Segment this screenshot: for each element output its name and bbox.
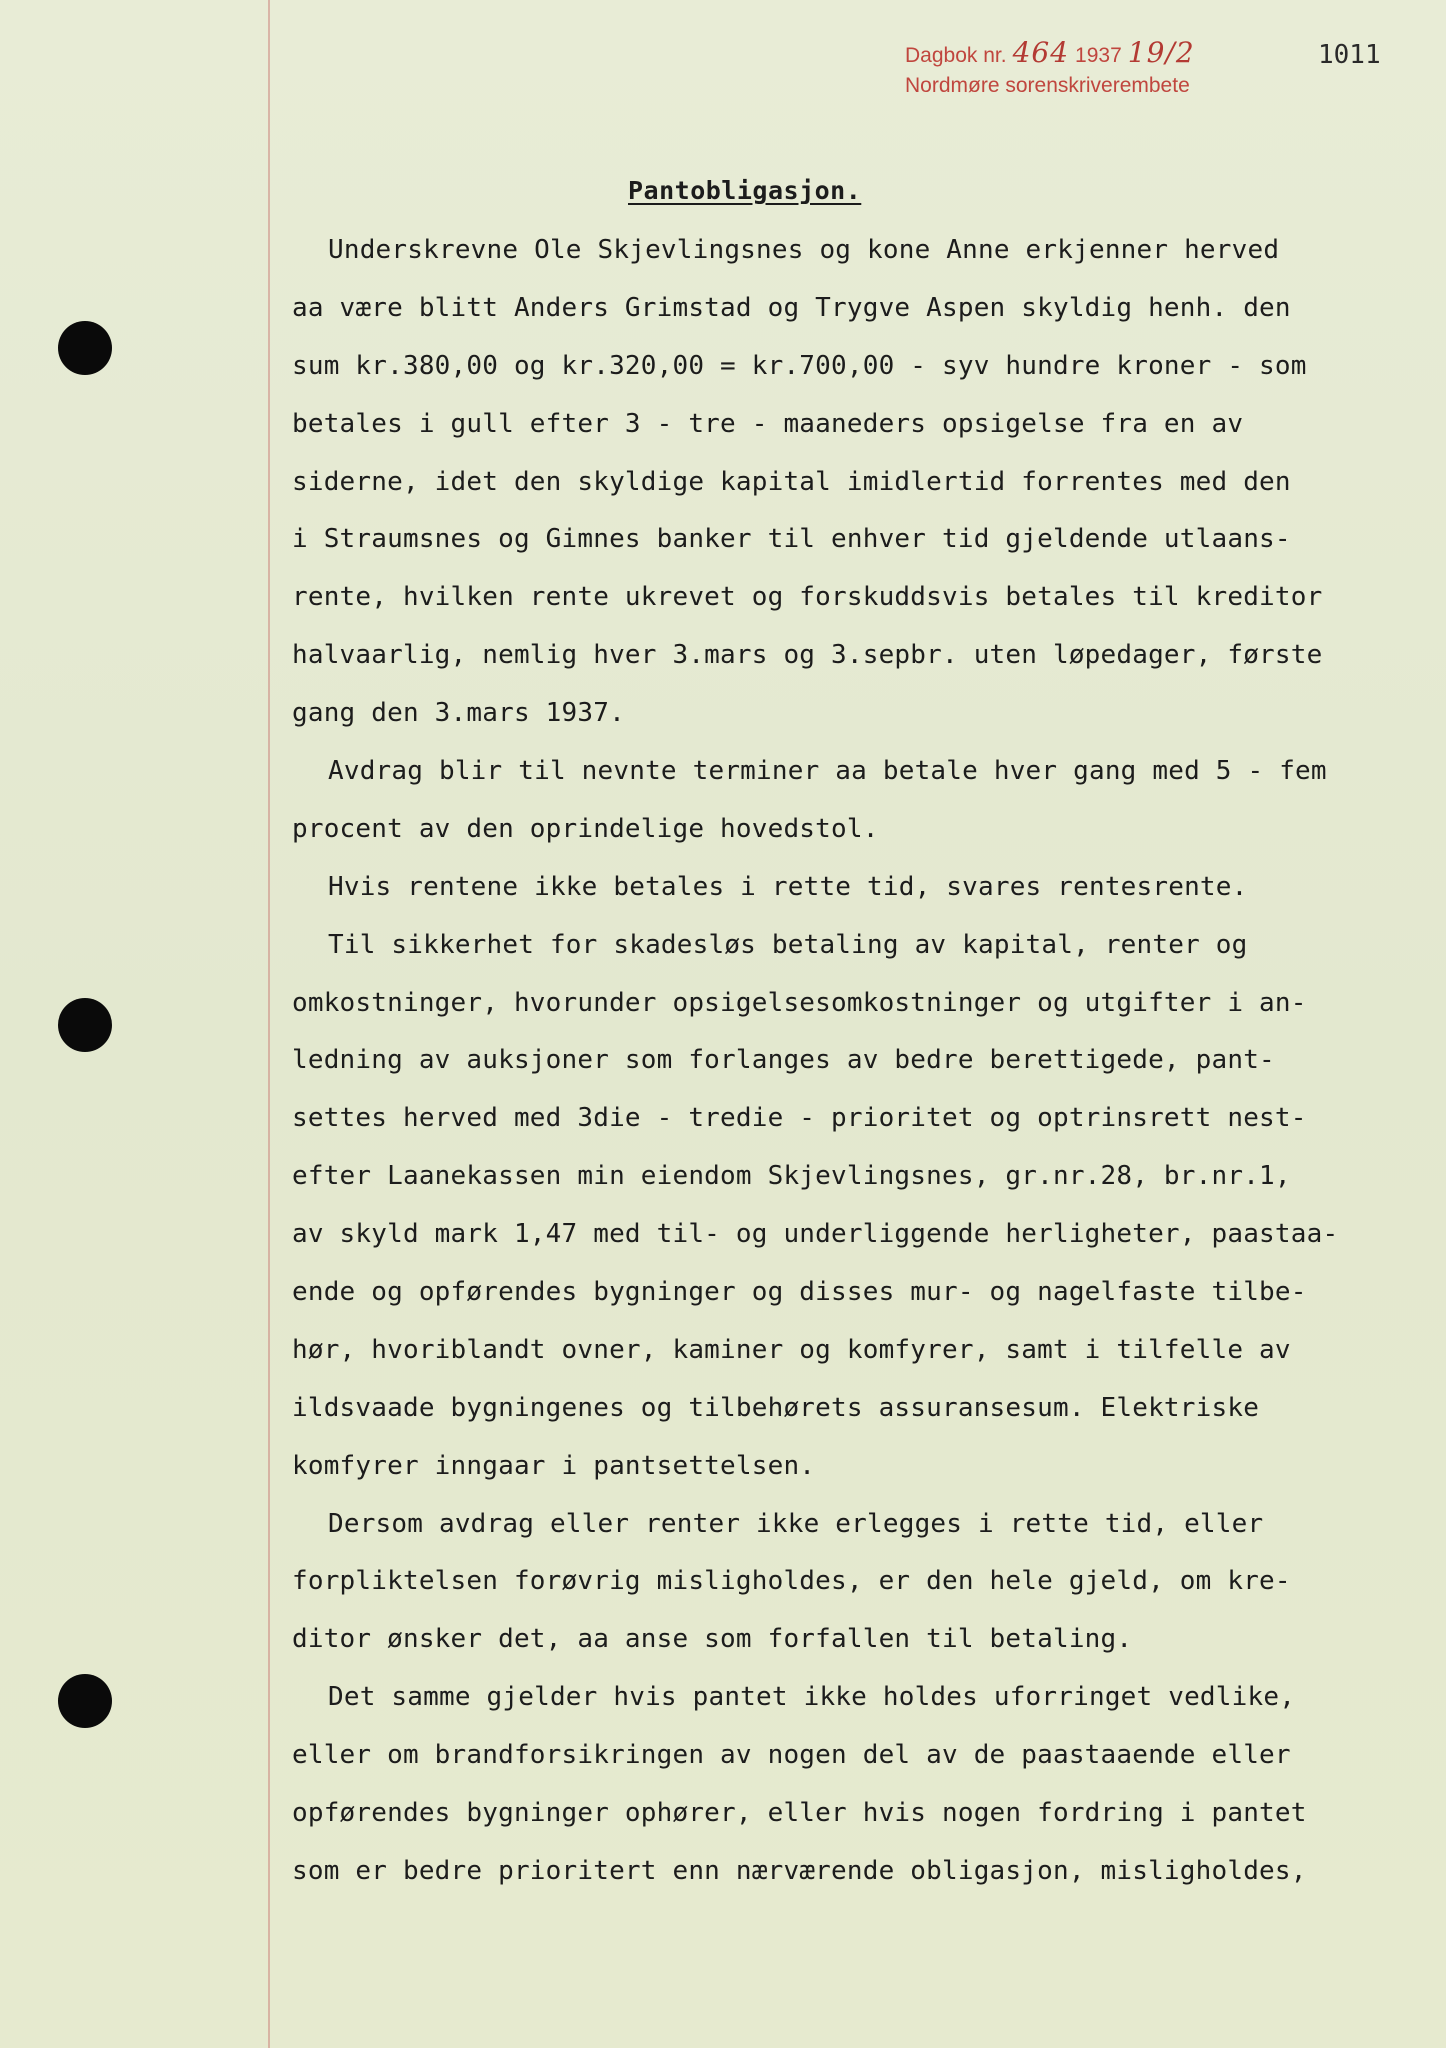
margin-line	[268, 0, 270, 2048]
text-line: av skyld mark 1,47 med til- og underliggende herligheter, paastaa-	[292, 1219, 1339, 1250]
document-body	[292, 222, 1422, 1901]
page-number: 1011	[1318, 40, 1381, 70]
text-line: Til sikkerhet for skadesløs betaling av kapital, renter og	[328, 929, 1248, 960]
text-line: rente, hvilken rente ukrevet og forskuddsvis betales til kreditor	[292, 582, 1323, 613]
text-line: sum kr.380,00 og kr.320,00 = kr.700,00 - syv hundre kroner - som	[292, 350, 1307, 381]
text-line: Dersom avdrag eller renter ikke erlegges i rette tid, eller	[328, 1508, 1264, 1539]
text-line: i Straumsnes og Gimnes banker til enhver tid gjeldende utlaans-	[292, 524, 1291, 555]
text-line: Det samme gjelder hvis pantet ikke holdes uforringet vedlike,	[328, 1682, 1296, 1713]
registry-stamp	[905, 38, 1195, 101]
office-name: Nordmøre sorenskriverembete	[905, 74, 1190, 97]
text-line: settes herved med 3die - tredie - prioritet og optrinsrett nest-	[292, 1103, 1307, 1134]
text-line: ildsvaade bygningenes og tilbehørets assuransesum. Elektriske	[292, 1392, 1260, 1423]
text-line: som er bedre prioritert enn nærværende obligasjon, misligholdes,	[292, 1855, 1307, 1886]
document-title: Pantobligasjon.	[628, 176, 862, 205]
text-line: Hvis rentene ikke betales i rette tid, svares rentesrente.	[328, 871, 1248, 902]
text-line: aa være blitt Anders Grimstad og Trygve Aspen skyldig henh. den	[292, 292, 1291, 323]
text-line: procent av den oprindelige hovedstol.	[292, 813, 879, 844]
text-line: betales i gull efter 3 - tre - maaneders opsigelse fra en av	[292, 408, 1244, 439]
text-line: ledning av auksjoner som forlanges av bedre berettigede, pant-	[292, 1045, 1275, 1076]
text-line: efter Laanekassen min eiendom Skjevlingsnes, gr.nr.28, br.nr.1,	[292, 1161, 1291, 1192]
text-line: forpliktelsen forøvrig misligholdes, er den hele gjeld, om kre-	[292, 1566, 1291, 1597]
text-line: siderne, idet den skyldige kapital imidlertid forrentes med den	[292, 466, 1291, 497]
punch-hole	[58, 998, 112, 1052]
text-line: hør, hvoriblandt ovner, kaminer og komfyrer, samt i tilfelle av	[292, 1334, 1291, 1365]
text-line: ditor ønsker det, aa anse som forfallen til betaling.	[292, 1624, 1133, 1655]
text-line: omkostninger, hvorunder opsigelsesomkostninger og utgifter i an-	[292, 987, 1307, 1018]
text-line: ende og opførendes bygninger og disses mur- og nagelfaste tilbe-	[292, 1277, 1307, 1308]
journal-entry	[905, 38, 1195, 71]
text-line: komfyrer inngaar i pantsettelsen.	[292, 1450, 816, 1481]
text-line: Underskrevne Ole Skjevlingsnes og kone Anne erkjenner herved	[328, 235, 1280, 265]
journal-year: 1937	[1075, 44, 1122, 67]
journal-date: 19/2	[1127, 36, 1195, 69]
text-line: eller om brandforsikringen av nogen del av de paastaaende eller	[292, 1740, 1291, 1771]
journal-label: Dagbok nr.	[905, 44, 1007, 67]
text-line: halvaarlig, nemlig hver 3.mars og 3.sepbr. uten løpedager, første	[292, 640, 1323, 671]
text-line: opførendes bygninger ophører, eller hvis nogen fordring i pantet	[292, 1798, 1307, 1829]
punch-hole	[58, 1674, 112, 1728]
journal-number: 464	[1012, 36, 1070, 69]
text-line: Avdrag blir til nevnte terminer aa betale hver gang med 5 - fem	[328, 756, 1327, 787]
text-line: gang den 3.mars 1937.	[292, 698, 625, 729]
punch-hole	[58, 321, 112, 375]
